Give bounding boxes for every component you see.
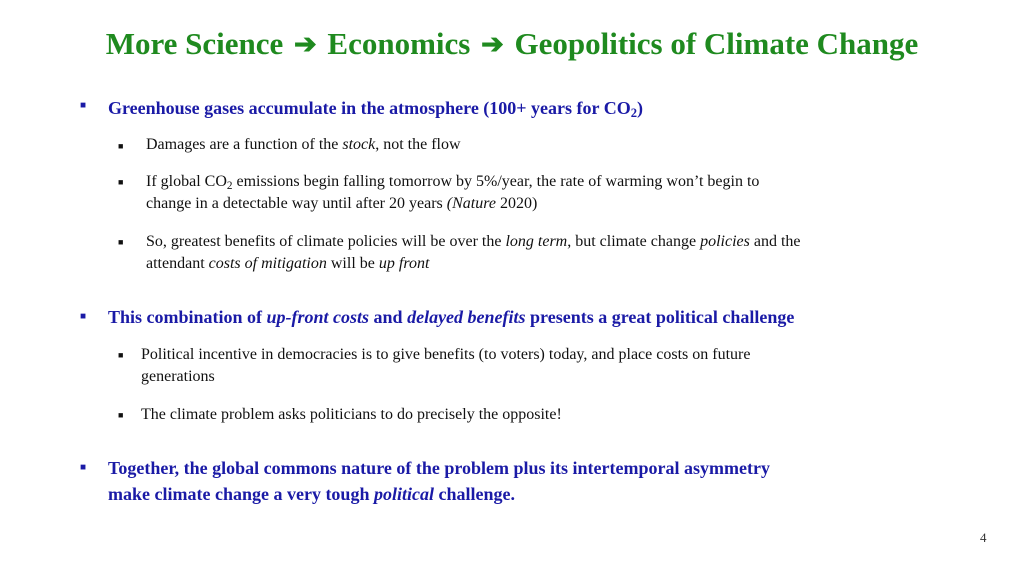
bullet-greenhouse-gases: Greenhouse gases accumulate in the atmosphere (100+ years for $CO_2$) <box>108 98 643 120</box>
bullet-square-icon: ■ <box>118 237 124 247</box>
right-arrow-icon: ➔ <box>294 29 317 59</box>
bullet-global-commons: Together, the global commons nature of the problem plus its intertemporal asymmetry make climate change a very tough political challenge. <box>108 458 770 504</box>
bullet-square-icon: ■ <box>118 350 124 360</box>
bullet-square-icon: ■ <box>118 177 124 187</box>
bullet-political-challenge: This combination of up-front costs and delayed benefits presents a great political challenge <box>108 307 795 327</box>
bullet-square-icon: ■ <box>80 100 87 111</box>
title-part-science: More Science <box>105 26 284 61</box>
bullet-square-icon: ■ <box>80 462 87 473</box>
title-part-economics: Economics <box>327 26 471 61</box>
bullet-square-icon: ■ <box>80 311 87 322</box>
page-number: 4 <box>980 530 987 545</box>
subbullet-emissions-falling: If global $CO_2$ emissions begin falling tomorrow by 5%/year, the rate of warming won’t begin to change in a detectable way until after 20 years (Nature 2020) <box>146 173 760 212</box>
bullet-square-icon: ■ <box>118 141 124 151</box>
title-part-geopolitics: Geopolitics of Climate Change <box>514 26 919 61</box>
subbullet-political-incentive: Political incentive in democracies is to give benefits (to voters) today, and place costs on future generations <box>141 346 751 385</box>
bullet-square-icon: ■ <box>118 410 124 420</box>
slide-title <box>0 26 1024 62</box>
subbullet-opposite: The climate problem asks politicians to do precisely the opposite! <box>141 406 562 423</box>
right-arrow-icon: ➔ <box>481 29 504 59</box>
subbullet-benefits-long-term: So, greatest benefits of climate policies will be over the long term, but climate change policies and the attendant costs of mitigation will be up front <box>146 233 801 272</box>
subbullet-damages-stock: Damages are a function of the stock, not the flow <box>146 136 461 153</box>
